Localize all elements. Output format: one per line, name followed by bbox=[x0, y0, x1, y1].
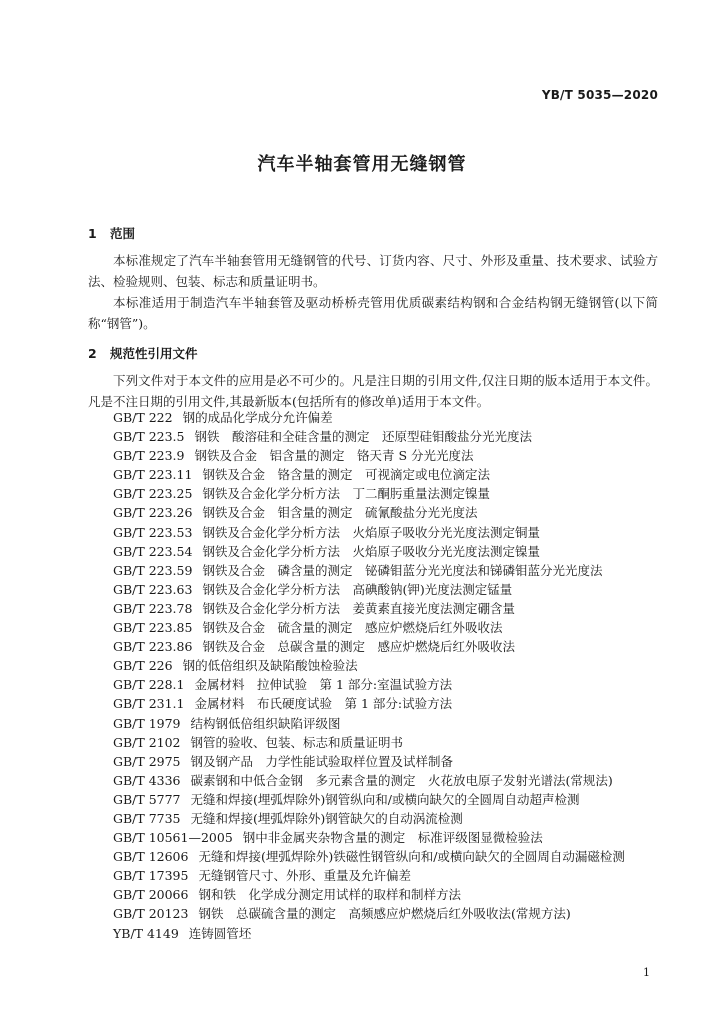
reference-item bbox=[113, 752, 625, 771]
reference-title: 金属材料 布氏硬度试验 第 1 部分:试验方法 bbox=[194, 696, 453, 712]
section-2-heading bbox=[88, 344, 198, 362]
standard-number: YB/T 5035—2020 bbox=[541, 88, 658, 102]
reference-title: 钢及钢产品 力学性能试验取样位置及试样制备 bbox=[190, 753, 454, 769]
reference-item bbox=[113, 847, 625, 866]
reference-code: GB/T 2975 bbox=[113, 753, 181, 769]
reference-item bbox=[113, 637, 625, 656]
reference-code: GB/T 222 bbox=[113, 410, 173, 425]
reference-title: 钢铁及合金化学分析方法 高碘酸钠(钾)光度法测定锰量 bbox=[202, 581, 513, 597]
reference-title: 钢铁及合金化学分析方法 火焰原子吸收分光光度法测定镍量 bbox=[202, 543, 540, 559]
reference-item bbox=[113, 446, 625, 465]
document-title: 汽车半轴套管用无缝钢管 bbox=[257, 154, 467, 175]
reference-title: 无缝和焊接(埋弧焊除外)铁磁性钢管纵向和/或横向缺欠的全圆周自动漏磁检测 bbox=[198, 849, 625, 865]
reference-title: 钢铁 总碳硫含量的测定 高频感应炉燃烧后红外吸收法(常规方法) bbox=[198, 906, 571, 922]
reference-code: GB/T 20066 bbox=[113, 887, 189, 903]
reference-item bbox=[113, 408, 625, 427]
reference-item bbox=[113, 542, 625, 561]
reference-code: GB/T 223.59 bbox=[113, 562, 193, 578]
reference-code: GB/T 4336 bbox=[113, 772, 181, 788]
section-1-number: 1 bbox=[88, 226, 97, 241]
reference-title: 钢铁及合金 铬含量的测定 可视滴定或电位滴定法 bbox=[202, 467, 490, 483]
reference-code: GB/T 223.63 bbox=[113, 581, 193, 597]
reference-item bbox=[113, 694, 625, 713]
reference-title: 钢管的验收、包装、标志和质量证明书 bbox=[190, 734, 404, 750]
section-2-intro: 下列文件对于本文件的应用是必不可少的。凡是注日期的引用文件,仅注日期的版本适用于本文件。凡是不注日期的引用文件,其最新版本(包括所有的修改单)适用于本文件。 bbox=[88, 373, 658, 409]
reference-title: 钢铁及合金化学分析方法 火焰原子吸收分光光度法测定铜量 bbox=[202, 524, 540, 540]
reference-code: GB/T 223.85 bbox=[113, 620, 193, 636]
reference-title: 钢铁及合金 磷含量的测定 铋磷钼蓝分光光度法和锑磷钼蓝分光光度法 bbox=[202, 562, 603, 578]
reference-code: GB/T 226 bbox=[113, 658, 173, 674]
reference-item bbox=[113, 809, 625, 828]
reference-item bbox=[113, 561, 625, 580]
reference-code: GB/T 12606 bbox=[113, 849, 189, 865]
reference-list bbox=[113, 408, 625, 943]
reference-title: 钢中非金属夹杂物含量的测定 标准评级图显微检验法 bbox=[242, 830, 543, 846]
reference-code: GB/T 223.53 bbox=[113, 524, 193, 540]
reference-item bbox=[113, 866, 625, 885]
page-number: 1 bbox=[643, 966, 650, 979]
reference-title: 钢铁及合金 硫含量的测定 感应炉燃烧后红外吸收法 bbox=[202, 620, 503, 636]
reference-code: GB/T 5777 bbox=[113, 791, 181, 807]
reference-item bbox=[113, 790, 625, 809]
section-2-number: 2 bbox=[88, 346, 97, 361]
reference-code: GB/T 2102 bbox=[113, 734, 181, 750]
reference-code: GB/T 223.78 bbox=[113, 600, 193, 616]
reference-item bbox=[113, 656, 625, 675]
reference-title: 钢和铁 化学成分测定用试样的取样和制样方法 bbox=[198, 887, 461, 903]
reference-code: YB/T 4149 bbox=[113, 925, 179, 941]
reference-code: GB/T 228.1 bbox=[113, 677, 185, 693]
reference-item bbox=[113, 427, 625, 446]
reference-code: GB/T 223.26 bbox=[113, 505, 193, 521]
reference-item bbox=[113, 580, 625, 599]
reference-title: 碳素钢和中低合金钢 多元素含量的测定 火花放电原子发射光谱法(常规法) bbox=[190, 772, 613, 788]
reference-title: 钢的低倍组织及缺陷酸蚀检验法 bbox=[182, 658, 358, 674]
section-1-title: 范围 bbox=[110, 226, 136, 241]
section-1-heading bbox=[88, 224, 135, 242]
reference-code: GB/T 223.5 bbox=[113, 429, 185, 445]
reference-item bbox=[113, 465, 625, 484]
reference-code: GB/T 1979 bbox=[113, 715, 181, 731]
reference-code: GB/T 223.11 bbox=[113, 467, 193, 483]
reference-title: 钢的成品化学成分允许偏差 bbox=[182, 410, 333, 425]
reference-item bbox=[113, 523, 625, 542]
reference-item bbox=[113, 503, 625, 522]
reference-item bbox=[113, 484, 625, 503]
reference-code: GB/T 17395 bbox=[113, 868, 189, 884]
reference-code: GB/T 223.54 bbox=[113, 543, 193, 559]
reference-title: 无缝和焊接(埋弧焊除外)钢管缺欠的自动涡流检测 bbox=[190, 810, 463, 826]
reference-title: 连铸圆管坯 bbox=[188, 925, 252, 941]
section-2-title: 规范性引用文件 bbox=[110, 346, 198, 361]
reference-code: GB/T 7735 bbox=[113, 810, 181, 826]
reference-title: 结构钢低倍组织缺陷评级图 bbox=[190, 715, 341, 731]
reference-code: GB/T 10561—2005 bbox=[113, 830, 233, 846]
section-1-paragraph-2: 本标准适用于制造汽车半轴套管及驱动桥桥壳管用优质碳素结构钢和合金结构钢无缝钢管(以下简称“钢管”)。 bbox=[88, 295, 658, 331]
reference-item bbox=[113, 885, 625, 904]
reference-item bbox=[113, 618, 625, 637]
reference-item bbox=[113, 924, 625, 943]
reference-code: GB/T 223.25 bbox=[113, 486, 193, 502]
reference-item bbox=[113, 904, 625, 923]
reference-title: 无缝和焊接(埋弧焊除外)钢管纵向和/或横向缺欠的全圆周自动超声检测 bbox=[190, 791, 580, 807]
reference-item bbox=[113, 828, 625, 847]
reference-item bbox=[113, 733, 625, 752]
reference-title: 金属材料 拉伸试验 第 1 部分:室温试验方法 bbox=[194, 677, 453, 693]
reference-code: GB/T 231.1 bbox=[113, 696, 185, 712]
reference-title: 钢铁及合金化学分析方法 姜黄素直接光度法测定硼含量 bbox=[202, 600, 515, 616]
reference-item bbox=[113, 714, 625, 733]
reference-title: 钢铁及合金 铝含量的测定 铬天青 S 分光光度法 bbox=[194, 448, 474, 464]
reference-item bbox=[113, 599, 625, 618]
reference-title: 钢铁及合金 钼含量的测定 硫氰酸盐分光光度法 bbox=[202, 505, 478, 521]
reference-title: 钢铁及合金化学分析方法 丁二酮肟重量法测定镍量 bbox=[202, 486, 490, 502]
reference-title: 钢铁及合金 总碳含量的测定 感应炉燃烧后红外吸收法 bbox=[202, 639, 515, 655]
reference-code: GB/T 223.86 bbox=[113, 639, 193, 655]
reference-title: 无缝钢管尺寸、外形、重量及允许偏差 bbox=[198, 868, 411, 884]
reference-code: GB/T 223.9 bbox=[113, 448, 185, 464]
reference-title: 钢铁 酸溶硅和全硅含量的测定 还原型硅钼酸盐分光光度法 bbox=[194, 429, 532, 445]
reference-code: GB/T 20123 bbox=[113, 906, 189, 922]
reference-item bbox=[113, 675, 625, 694]
reference-item bbox=[113, 771, 625, 790]
section-1-paragraph-1: 本标准规定了汽车半轴套管用无缝钢管的代号、订货内容、尺寸、外形及重量、技术要求、试验方法、检验规则、包装、标志和质量证明书。 bbox=[88, 253, 658, 289]
